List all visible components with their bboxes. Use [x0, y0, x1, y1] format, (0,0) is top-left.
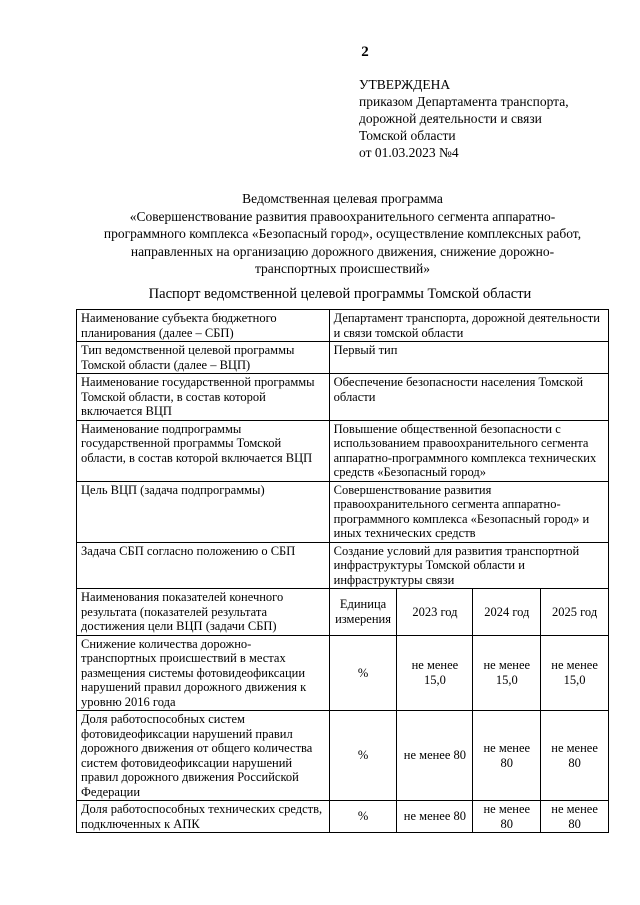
indicator-name: Доля работоспособных технических средств, подключенных к АПК — [77, 801, 330, 833]
row-value: Создание условий для развития транспортной инфраструктуры Томской области и инфраструктуры связи — [329, 542, 608, 589]
unit-header: Единица измерения — [329, 589, 397, 636]
approval-line: от 01.03.2023 №4 — [359, 145, 459, 160]
row-label: Наименование подпрограммы государственной программы Томской области, в состав которой включается ВЦП — [77, 420, 330, 481]
row-value: Первый тип — [329, 342, 608, 374]
indicator-value: не менее 80 — [541, 801, 609, 833]
indicator-value: не менее 15,0 — [397, 635, 473, 711]
approval-block — [359, 76, 569, 161]
row-label: Цель ВЦП (задача подпрограммы) — [77, 481, 330, 542]
row-value: Повышение общественной безопасности с использованием правоохранительного сегмента аппаратно-программного комплекса технических средств «Безопасный город» — [329, 420, 608, 481]
year-header: 2025 год — [541, 589, 609, 636]
table-row — [77, 420, 609, 481]
table-row — [77, 542, 609, 589]
passport-table — [76, 309, 609, 833]
approval-line: дорожной деятельности и связи — [359, 111, 542, 126]
program-title-line: программного комплекса «Безопасный город», осуществление комплексных работ, — [103, 226, 582, 241]
indicator-value: не менее 80 — [397, 801, 473, 833]
indicator-value: не менее 15,0 — [473, 635, 541, 711]
indicators-header-row — [77, 589, 609, 636]
row-label: Задача СБП согласно положению о СБП — [77, 542, 330, 589]
indicators-header-label: Наименования показателей конечного результата (показателей результата достижения цели ВЦП (задачи СБП) — [77, 589, 330, 636]
indicator-value: не менее 80 — [541, 711, 609, 801]
indicator-unit: % — [329, 711, 397, 801]
table-row — [77, 374, 609, 421]
program-title — [90, 190, 595, 278]
indicator-row — [77, 711, 609, 801]
indicator-value: не менее 80 — [473, 801, 541, 833]
page-number: 2 — [361, 44, 369, 60]
program-title-line: Ведомственная целевая программа — [242, 191, 443, 206]
row-label: Тип ведомственной целевой программы Томской области (далее – ВЦП) — [77, 342, 330, 374]
row-label: Наименование государственной программы Томской области, в состав которой включается ВЦП — [77, 374, 330, 421]
indicator-unit: % — [329, 635, 397, 711]
program-title-line: «Совершенствование развития правоохранительного сегмента аппаратно- — [129, 208, 556, 224]
indicator-name: Снижение количества дорожно-транспортных происшествий в местах размещения системы фотовидеофиксации нарушений правил дорожного движения к уровню 2016 года — [77, 635, 330, 711]
row-label: Наименование субъекта бюджетного планирования (далее – СБП) — [77, 310, 330, 342]
indicator-value: не менее 80 — [473, 711, 541, 801]
approval-line: Томской области — [359, 128, 456, 143]
passport-title: Паспорт ведомственной целевой программы Томской области — [148, 286, 532, 302]
indicator-value: не менее 15,0 — [541, 635, 609, 711]
row-value: Департамент транспорта, дорожной деятельности и связи томской области — [329, 310, 608, 342]
indicator-value: не менее 80 — [397, 711, 473, 801]
approval-heading: УТВЕРЖДЕНА — [359, 77, 451, 92]
approval-line: приказом Департамента транспорта, — [359, 94, 569, 109]
program-title-line: направленных на организацию дорожного движения, снижение дорожно- — [130, 243, 555, 259]
year-header: 2023 год — [397, 589, 473, 636]
table-row — [77, 481, 609, 542]
row-value: Совершенствование развития правоохранительного сегмента аппаратно-программного комплекса «Безопасный город» и иных технических средств — [329, 481, 608, 542]
program-title-line: транспортных происшествий» — [254, 261, 431, 276]
indicator-unit: % — [329, 801, 397, 833]
indicator-row — [77, 801, 609, 833]
table-row — [77, 342, 609, 374]
indicator-name: Доля работоспособных систем фотовидеофиксации нарушений правил дорожного движения от общего количества систем фотовидеофиксации нарушений правил дорожного движения Российской Федерации — [77, 711, 330, 801]
indicator-row — [77, 635, 609, 711]
row-value: Обеспечение безопасности населения Томской области — [329, 374, 608, 421]
year-header: 2024 год — [473, 589, 541, 636]
table-row — [77, 310, 609, 342]
